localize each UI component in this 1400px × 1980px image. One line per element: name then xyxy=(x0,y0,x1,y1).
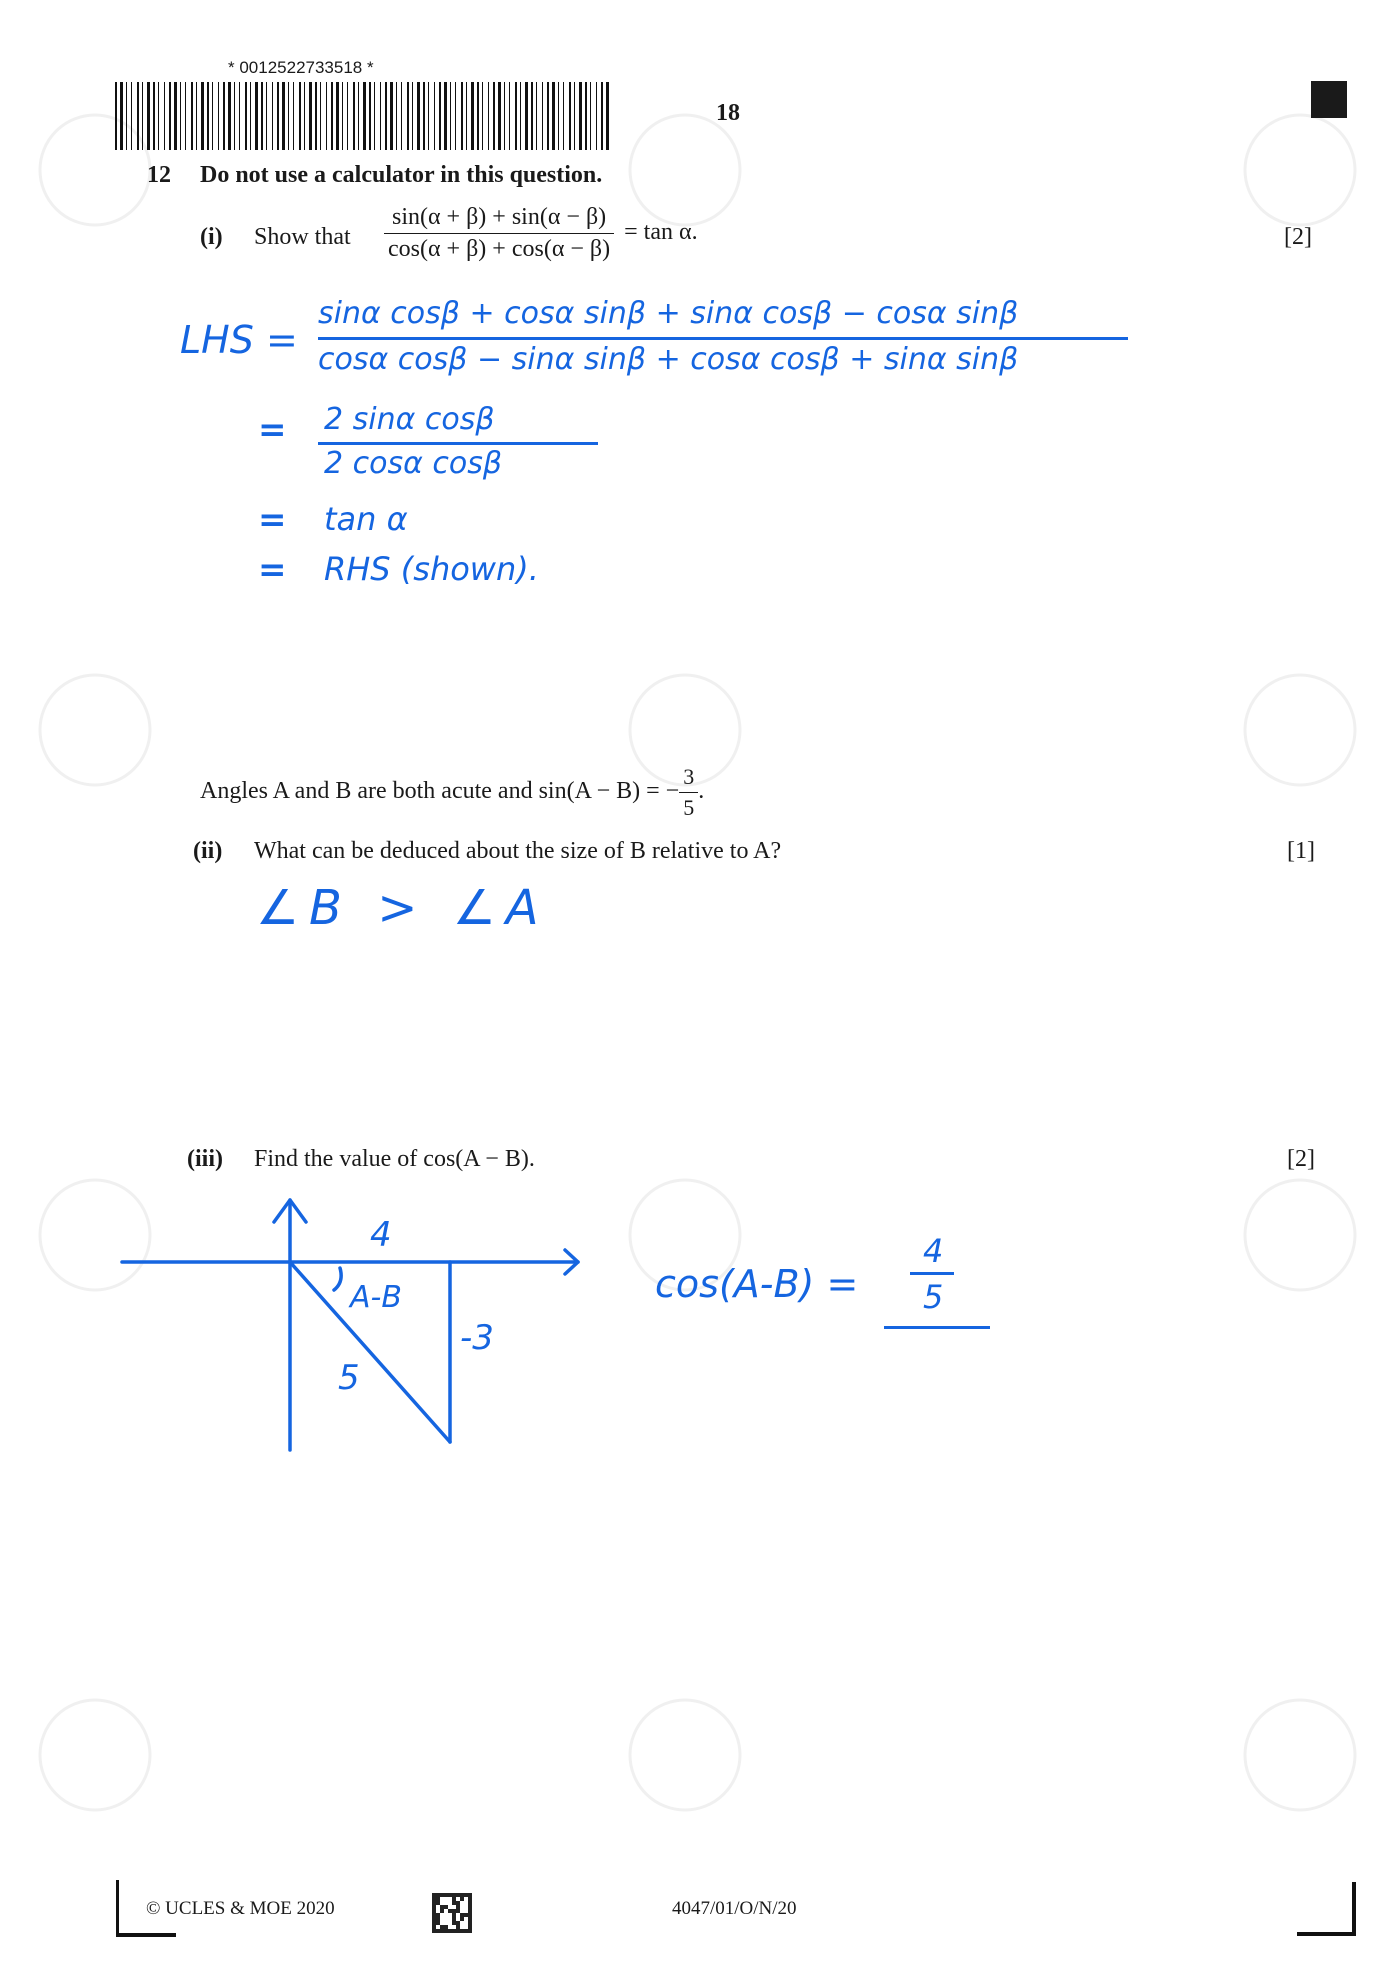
part-i-label: (i) xyxy=(200,224,223,250)
part-iii-label: (iii) xyxy=(187,1146,223,1172)
stem-end: . xyxy=(698,778,705,805)
part-ii-text: What can be deduced about the size of B relative to A? xyxy=(254,838,782,864)
answer-eq-2: = xyxy=(258,500,287,540)
answer-line3: tan α xyxy=(324,500,408,538)
part-iii-answer-numerator: 4 xyxy=(923,1232,944,1270)
part-i-marks: [2] xyxy=(1284,224,1312,250)
part-iii-text: Find the value of cos(A − B). xyxy=(254,1146,535,1172)
diagram-label-top: 4 xyxy=(370,1215,392,1255)
part-iii-answer-underline xyxy=(884,1326,990,1329)
question-number: 12 xyxy=(147,162,171,188)
part-ii-marks: [1] xyxy=(1287,838,1315,864)
diagram-label-hyp: 5 xyxy=(338,1358,360,1398)
answer-line1-denominator: cosα cosβ − sinα sinβ + cosα cosβ + sinα sinβ xyxy=(318,342,1019,377)
answer-line1-numerator: sinα cosβ + cosα sinβ + sinα cosβ − cosα sinβ xyxy=(318,296,1019,331)
diagram-label-angle: A-B xyxy=(350,1280,402,1315)
part-ii-answer: ∠B > ∠A xyxy=(256,880,549,936)
part-i-prefix: Show that xyxy=(254,224,351,250)
part-iii-answer-denominator: 5 xyxy=(923,1278,944,1316)
diagram-label-side: -3 xyxy=(460,1318,494,1358)
identity-numerator: sin(α + β) + sin(α − β) xyxy=(391,204,607,230)
footer-qr-code xyxy=(432,1893,472,1933)
answer-line4: RHS (shown). xyxy=(324,550,539,588)
answer-eq-1: = xyxy=(258,410,287,450)
footer-copyright: © UCLES & MOE 2020 xyxy=(146,1898,335,1919)
part-ii-label: (ii) xyxy=(193,838,223,864)
footer-corner-right xyxy=(1352,1882,1356,1936)
stem-text: Angles A and B are both acute and sin(A − B) = − xyxy=(200,778,680,805)
part-iii-answer-lhs: cos(A-B) = xyxy=(655,1262,859,1306)
answer-line2-numerator: 2 sinα cosβ xyxy=(324,402,495,437)
footer-corner-left xyxy=(116,1880,119,1936)
stem-fraction-numerator: 3 xyxy=(683,764,695,789)
footer-corner-right-base xyxy=(1297,1932,1356,1936)
lhs-label: LHS = xyxy=(180,318,298,362)
footer-corner-left-base xyxy=(116,1933,176,1937)
identity-rhs: = tan α. xyxy=(624,219,698,246)
barcode-number: * 0012522733518 * xyxy=(228,58,374,77)
stem-fraction-denominator: 5 xyxy=(679,792,698,821)
diagram-angle-arc xyxy=(334,1268,341,1290)
identity-denominator: cos(α + β) + cos(α − β) xyxy=(384,233,614,263)
part-iii-answer-fraction-bar xyxy=(910,1272,954,1275)
answer-line2-denominator: 2 cosα cosβ xyxy=(324,446,503,481)
question-instruction: Do not use a calculator in this question. xyxy=(200,162,603,188)
footer-code: 4047/01/O/N/20 xyxy=(672,1898,797,1919)
answer-eq-3: = xyxy=(258,550,287,590)
page-number: 18 xyxy=(716,100,740,126)
part-iii-marks: [2] xyxy=(1287,1146,1315,1172)
